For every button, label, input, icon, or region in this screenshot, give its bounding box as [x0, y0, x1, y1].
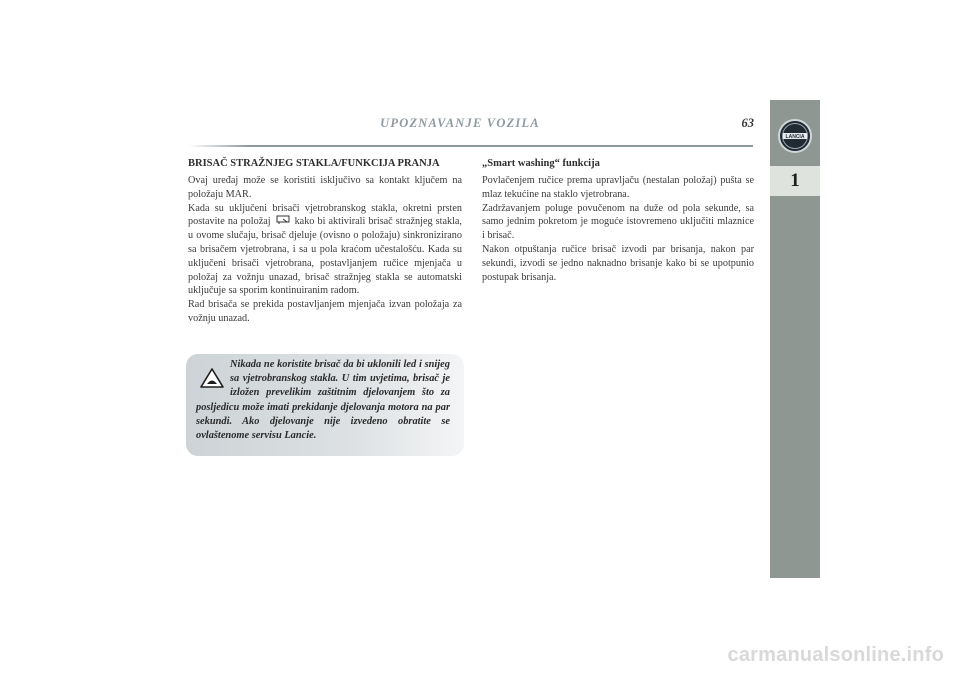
paragraph-text: Kada su uključeni brisači vjetrobranskog stakla, okretni prsten postavite na položaj [188, 202, 462, 228]
paragraph-text: kako bi aktivirali brisač stražnjeg stakla, u ovome slučaju, brisač djeluje (ovisno o položaju) sinkronizirano sa brisačem vjetrobrana, i sa u pola kraćom učestalošću. Kada su uključeni brisači vjetrobrana, postavljanjem ručice mjenjača u položaj za vožnju unazad, brisač stražnjeg stakla se automatski uključuje sa sporim kontinuiranim radom. [188, 216, 462, 297]
page-number: 63 [741, 116, 754, 130]
watermark: carmanualsonline.info [727, 644, 944, 666]
rear-wiper-icon [276, 215, 290, 225]
right-column [482, 158, 754, 284]
section-heading-smart-washing: „Smart washing“ funkcija [482, 158, 600, 169]
warning-box [186, 354, 464, 456]
logo-text: LANCIA [785, 134, 805, 140]
section-heading-rear-wiper: BRISAČ STRAŽNJEG STAKLA/FUNKCIJA PRANJA [188, 158, 440, 169]
page-header-title: UPOZNAVANJE VOZILA [380, 116, 540, 130]
paragraph: Rad brisača se prekida postavljanjem mjenjača izvan položaja za vožnju unazad. [188, 299, 462, 324]
paragraph: Ovaj uređaj može se koristiti isključivo sa kontakt ključem na položaju MAR. [188, 175, 462, 200]
chapter-number: 1 [770, 166, 820, 196]
paragraph-with-icon [188, 202, 462, 299]
paragraph: Zadržavanjem poluge povučenom na duže od pola sekunde, sa samo jednim pokretom je moguće istovremeno uključiti mlaznice i brisač. [482, 202, 754, 242]
paragraph: Nakon otpuštanja ručice brisač izvodi par brisanja, nakon par sekundi, izvodi se jedno naknadno brisanje kako bi se upotpunio postupak brisanja. [482, 243, 754, 283]
header-divider [188, 145, 753, 147]
lancia-logo-icon [777, 118, 813, 154]
left-column [188, 158, 462, 326]
warning-text: Nikada ne koristite brisač da bi uklonili led i snijeg sa vjetrobranskog stakla. U tim uvjetima, brisač je izložen prevelikim zaštitnim djelovanjem što za posljedicu može imati prekidanje djelovanja motora na par sekundi. Ako djelovanje nije izvedeno obratite se ovlaštenome servisu Lancie. [196, 359, 450, 442]
paragraph: Povlačenjem ručice prema upravljaču (nestalan položaj) pušta se mlaz tekućine na staklo vjetrobrana. [482, 175, 754, 200]
